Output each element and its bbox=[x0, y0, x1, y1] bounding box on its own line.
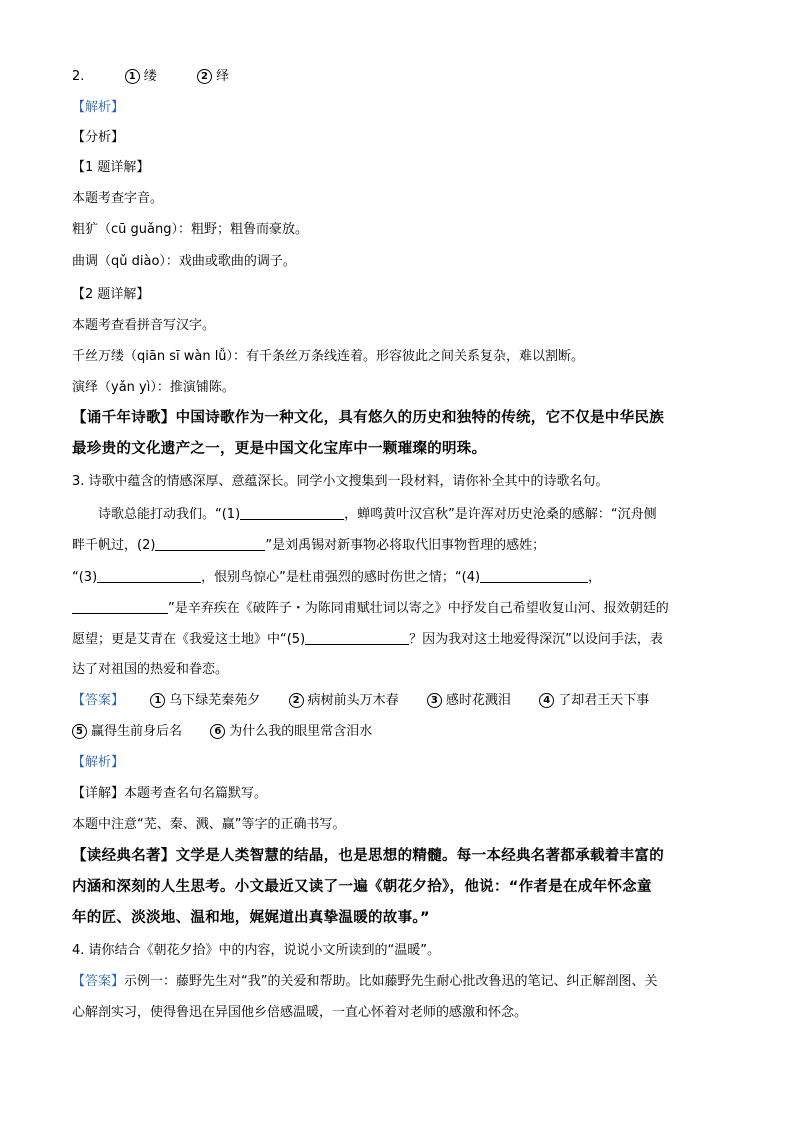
passage-text: ，恨别鸟惊心”是杜甫强烈的感时伤世之情；“(4) bbox=[201, 570, 481, 585]
section-classic-line-3: 年的匠、淡淡地、温和地，娓娓道出真挚温暖的故事。” bbox=[72, 910, 430, 926]
q2-jiexi-label: 【解析】 bbox=[72, 100, 125, 115]
passage-text: ”是辛弃疾在《破阵子・为陈同甫赋壮词以寄之》中抒发自己希望收复山河、报效朝廷的 bbox=[168, 601, 669, 616]
answer-label: 【答案】 bbox=[72, 974, 125, 989]
q3-passage-line-4 bbox=[72, 599, 734, 619]
fill-blank-3 bbox=[97, 569, 201, 583]
q4-answer-line-2: 心解剖实习，使得鲁迅在异国他乡倍感温暖，一直心怀着对老师的感激和怀念。 bbox=[72, 1005, 528, 1020]
circled-number: 2 bbox=[197, 69, 212, 84]
circled-number: 5 bbox=[72, 724, 87, 739]
section-classic-line-2: 内涵和深刻的人生思考。小文最近又读了一遍《朝花夕拾》，他说：“作者是在成年怀念童 bbox=[72, 879, 652, 895]
answer-label: 【答案】 bbox=[72, 693, 125, 708]
fill-blank-5 bbox=[305, 631, 409, 645]
fill-blank-2 bbox=[155, 537, 265, 551]
passage-text: 诗歌总能打动我们。“(1) bbox=[98, 507, 241, 522]
fill-blank-4-cont bbox=[72, 600, 168, 614]
section-poem-line-2: 最珍贵的文化遗产之一，更是中国文化宝库中一颗璀璨的明珠。 bbox=[72, 441, 487, 457]
passage-text: ”是刘禹锡对新事物必将取代旧事物哲理的感姓； bbox=[265, 538, 546, 553]
passage-text: 畔千帆过，(2) bbox=[72, 538, 156, 553]
q3-answer-5: 赢得生前身后名 bbox=[91, 724, 183, 739]
q2-answer-1: 缕 bbox=[143, 69, 157, 84]
q2-detail-2-title: 【2 题详解】 bbox=[72, 287, 150, 302]
fill-blank-1 bbox=[240, 506, 344, 520]
q2-detail-1-b: 曲调（qǔ diào）：戏曲或歌曲的调子。 bbox=[72, 254, 296, 269]
q4-answer-line-1 bbox=[72, 972, 734, 992]
q3-passage-line-3 bbox=[72, 568, 734, 588]
passage-text: ， bbox=[588, 570, 602, 585]
passage-text: ，蝉鸣黄叶汉宫秋”是许浑对历史沧桑的感解：“沉舟侧 bbox=[344, 507, 657, 522]
circled-number: 4 bbox=[539, 693, 554, 708]
q3-passage-line-2 bbox=[72, 536, 734, 556]
q3-detail: 【详解】本题考查名句名篇默写。 bbox=[72, 786, 268, 801]
passage-text: “(3) bbox=[72, 570, 98, 585]
section-classic-line-1: 【读经典名著】文学是人类智慧的结晶，也是思想的精髓。每一本经典名著都承载着丰富的 bbox=[72, 848, 664, 864]
q3-answer-1: 乌下绿芜秦苑夕 bbox=[169, 693, 261, 708]
q2-detail-2-a: 千丝万缕（qiān sī wàn lǚ）：有千条丝万条线连着。形容彼此之间关系复杂，难以割断。 bbox=[72, 349, 585, 364]
passage-text: 愿望；更是艾青在《我爱这土地》中“(5) bbox=[72, 632, 306, 647]
q2-detail-1-a: 粗犷（cū guǎng）：粗野；粗鲁而豪放。 bbox=[72, 222, 308, 237]
section-poem-line-1: 【诵千年诗歌】中国诗歌作为一种文化，具有悠久的历史和独特的传统，它不仅是中华民族 bbox=[72, 410, 664, 426]
passage-text: ？因为我对这土地爱得深沉”以设问手法，表 bbox=[409, 632, 663, 647]
q3-answer-2: 病树前头万木春 bbox=[307, 693, 399, 708]
q3-passage-line-5 bbox=[72, 630, 734, 650]
q2-fenxi-label: 【分析】 bbox=[72, 130, 125, 145]
q3-answer-3: 感时花溅泪 bbox=[445, 693, 511, 708]
q3-answer-6: 为什么我的眼里常含泪水 bbox=[229, 724, 373, 739]
q4-answer-text: 示例一：藤野先生对“我”的关爱和帮助。比如藤野先生耐心批改鲁迅的笔记、纠正解剖图、关 bbox=[124, 974, 658, 989]
q3-answer-4: 了却君王天下事 bbox=[558, 693, 650, 708]
q3-note: 本题中注意“芜、秦、溅、赢”等字的正确书写。 bbox=[72, 817, 346, 832]
q3-passage-line-6: 达了对祖国的热爱和眷恋。 bbox=[72, 662, 229, 677]
circled-number: 1 bbox=[125, 69, 140, 84]
q2-detail-2-b: 演绎（yǎn yì）：推演铺陈。 bbox=[72, 380, 235, 395]
circled-number: 6 bbox=[210, 724, 225, 739]
q3-answer-line-2 bbox=[72, 722, 734, 742]
q2-detail-2-intro: 本题考查看拼音写汉字。 bbox=[72, 318, 216, 333]
q4-question: 4. 请你结合《朝花夕拾》中的内容，说说小文所读到的“温暖”。 bbox=[72, 943, 441, 958]
q2-detail-1-intro: 本题考查字音。 bbox=[72, 191, 164, 206]
circled-number: 2 bbox=[289, 693, 304, 708]
q3-answer-line-1 bbox=[72, 691, 734, 711]
fill-blank-4 bbox=[480, 569, 588, 583]
q2-detail-1-title: 【1 题详解】 bbox=[72, 160, 150, 175]
q2-answer-2: 绎 bbox=[215, 69, 229, 84]
circled-number: 3 bbox=[427, 693, 442, 708]
q2-answer-line bbox=[72, 67, 734, 87]
q3-jiexi-label: 【解析】 bbox=[72, 755, 125, 770]
circled-number: 1 bbox=[150, 693, 165, 708]
q2-number: 2. bbox=[72, 69, 85, 84]
q3-passage-line-1 bbox=[98, 505, 734, 525]
q3-question: 3. 诗歌中蕴含的情感深厚、意蕴深长。同学小文搜集到一段材料，请你补全其中的诗歌名句。 bbox=[72, 474, 609, 489]
